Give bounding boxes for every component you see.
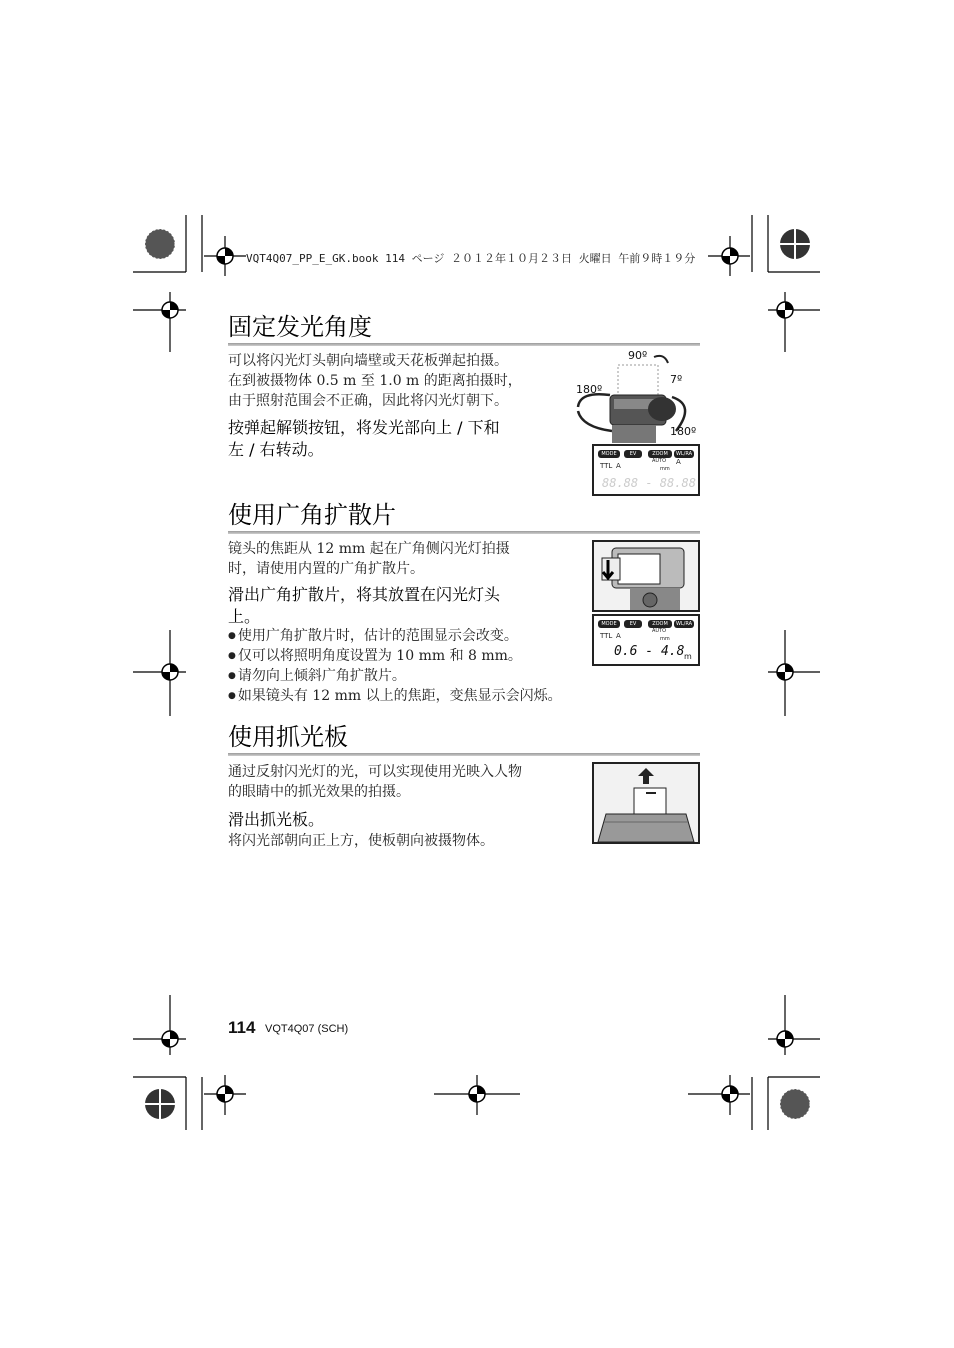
lcd-zoom-unit: mm: [660, 636, 670, 642]
body-line: 通过反射闪光灯的光，可以实现使用光映入人物: [228, 764, 522, 780]
section2-bullets: [228, 626, 562, 706]
lcd-tab-wl: WL/RA: [675, 451, 693, 457]
flash-rotation-illustration: [572, 347, 700, 443]
lcd-mode: TTL: [600, 462, 613, 470]
catch-light-illustration: [592, 762, 700, 844]
angle-label-up: 90º: [628, 349, 648, 362]
lcd-wl: A: [676, 458, 681, 466]
section1-step: [228, 417, 500, 461]
bullet-item: ● 仅可以将照明角度设置为 10 mm 和 8 mm。: [228, 646, 562, 666]
lcd-mode-sub: A: [616, 462, 621, 470]
body-line: 由于照射范围会不正确，因此将闪光灯朝下。: [228, 393, 508, 409]
page-number: 114: [228, 1018, 256, 1037]
lcd-mode: TTL: [600, 632, 613, 640]
section-rule: [228, 531, 700, 534]
lcd-mode-sub: A: [616, 632, 621, 640]
body-line: 在到被摄物体 0.5 m 至 1.0 m 的距离拍摄时，: [228, 373, 522, 389]
lcd-panel-2: [592, 614, 700, 666]
section2-step: [228, 584, 500, 628]
section-rule: [228, 753, 700, 756]
wide-panel-illustration: [592, 540, 700, 612]
lcd-tab-mode: MODE: [598, 620, 620, 628]
body-line: 时，请使用内置的广角扩散片。: [228, 561, 424, 577]
lcd-unit: m: [684, 652, 692, 661]
section3-note: 将闪光部朝向正上方，使板朝向被摄物体。: [228, 833, 494, 849]
lcd-panel-1: [592, 444, 700, 496]
catch-light-drawing: [594, 764, 698, 842]
lcd-tab-mode: MODE: [598, 450, 620, 458]
document-code: VQT4Q07 (SCH): [265, 1023, 349, 1035]
section3-body: [228, 762, 522, 802]
section-title-wide-panel: 使用广角扩散片: [228, 501, 396, 529]
section1-body: [228, 351, 522, 411]
lcd-readout: 0.6 - 4.8: [614, 644, 685, 659]
body-line: 的眼睛中的抓光效果的拍摄。: [228, 784, 410, 800]
bullet-item: ● 使用广角扩散片时，估计的范围显示会改变。: [228, 626, 562, 646]
step-line: 按弹起解锁按钮，将发光部向上 / 下和: [228, 418, 500, 437]
lcd-zoom-auto: AUTO: [652, 628, 667, 634]
step-line: 上。: [228, 607, 261, 626]
section2-body: [228, 539, 510, 579]
wide-panel-drawing: [594, 542, 698, 610]
lcd-zoom-unit: mm: [660, 466, 670, 472]
lcd-tab-zoom: ZOOM: [648, 450, 672, 458]
body-line: 可以将闪光灯头朝向墙壁或天花板弹起拍摄。: [228, 353, 508, 369]
bullet-item: ● 如果镜头有 12 mm 以上的焦距，变焦显示会闪烁。: [228, 686, 562, 706]
lcd-readout: 88.88 - 88.88: [602, 476, 696, 490]
step-line: 滑出广角扩散片，将其放置在闪光灯头: [228, 585, 501, 604]
lcd-zoom-auto: AUTO: [652, 458, 667, 464]
section-rule: [228, 343, 700, 346]
bullet-item: ● 请勿向上倾斜广角扩散片。: [228, 666, 562, 686]
lcd-tab-zoom: ZOOM: [648, 620, 672, 628]
angle-label-down: 7º: [670, 373, 683, 386]
body-line: 镜头的焦距从 12 mm 起在广角侧闪光灯拍摄: [228, 541, 510, 557]
section-title-catch-light: 使用抓光板: [228, 723, 348, 751]
section-title-fixed-angle: 固定发光角度: [228, 313, 372, 341]
lcd-tab-ev: EV: [624, 450, 642, 458]
section3-step: 滑出抓光板。: [228, 810, 325, 829]
lcd-tab-wl: WL/RA: [675, 621, 693, 627]
angle-label-left: 180º: [576, 383, 603, 396]
step-line: 左 / 右转动。: [228, 440, 324, 459]
print-header: VQT4Q07_PP_E_GK.book 114 ページ ２０１２年１０月２３日 火曜日 午前９時１９分: [246, 252, 696, 265]
angle-label-right: 180º: [670, 425, 697, 438]
lcd-tab-ev: EV: [624, 620, 642, 628]
